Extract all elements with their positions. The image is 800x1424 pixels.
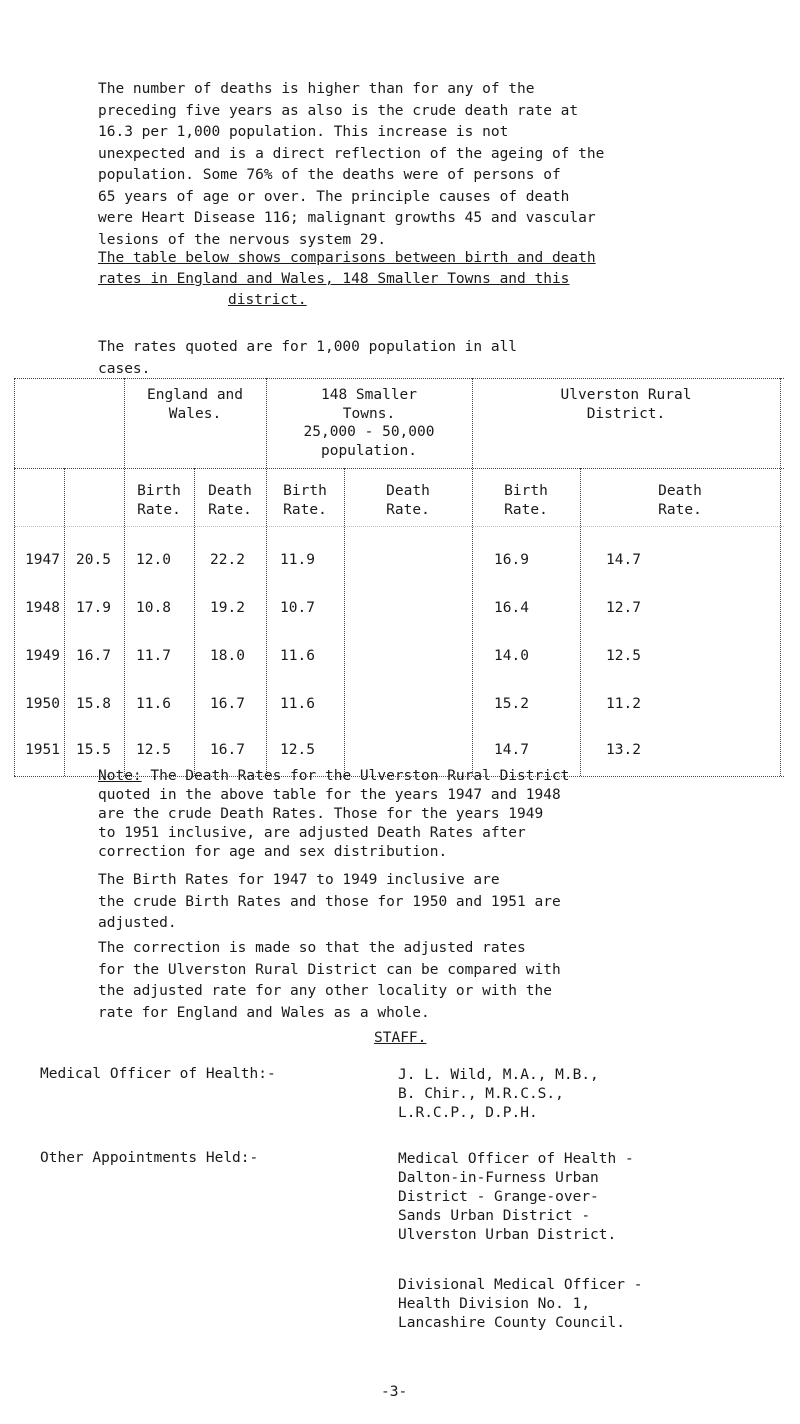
moh-label: Medical Officer of Health:-	[40, 1066, 276, 1082]
subheader-death-rate: Death Rate.	[208, 483, 252, 518]
table-cell: 12.5	[136, 742, 171, 758]
table-cell: 11.6	[280, 648, 315, 664]
table-right-border	[780, 378, 781, 776]
row-year: 1949	[25, 648, 60, 664]
table-cell: 15.2	[494, 696, 529, 712]
table-cell: 11.6	[280, 696, 315, 712]
table-cell: 10.7	[280, 600, 315, 616]
table-cell: 11.7	[136, 648, 171, 664]
subheader-death-rate: Death Rate.	[386, 483, 430, 518]
table-cell: 20.5	[76, 552, 111, 568]
table-cell: 11.2	[606, 696, 641, 712]
table-cell: 11.6	[136, 696, 171, 712]
correction-paragraph: The correction is made so that the adjusted rates for the Ulverston Rural District can be compared with the adjusted rate for any other locality or with the rate for England and Wales as a whole.	[98, 940, 561, 1021]
row-year: 1950	[25, 696, 60, 712]
other-appointments-value: Medical Officer of Health - Dalton-in-Furness Urban District - Grange-over- Sands Urban District - Ulverston Urban District.	[398, 1151, 634, 1243]
table-cell: 15.5	[76, 742, 111, 758]
table-intro-line-2: rates in England and Wales, 148 Smaller Towns and this	[98, 271, 570, 287]
row-year: 1948	[25, 600, 60, 616]
table-col-divider	[124, 378, 125, 776]
table-cell: 12.5	[606, 648, 641, 664]
table-left-border	[14, 378, 15, 776]
group-header-ulverston: Ulverston Rural District.	[560, 387, 692, 422]
rates-quoted-paragraph: The rates quoted are for 1,000 population in all cases.	[98, 339, 518, 377]
group-header-england-wales: England and Wales.	[146, 387, 244, 422]
group-header-smaller-towns: 148 Smaller Towns. 25,000 - 50,000 population.	[303, 387, 435, 459]
page-number: -3-	[381, 1384, 408, 1400]
note-text: The Death Rates for the Ulverston Rural District quoted in the above table for the years 1947 and 1948 are the crude Death Rates. Those for the years 1949 to 1951 inclusive, are adjusted Death Rates after correction for age and sex distribution.	[98, 768, 570, 860]
table-cell: 16.7	[210, 742, 245, 758]
subheader-death-rate: Death Rate.	[658, 483, 702, 518]
rates-comparison-table	[14, 378, 784, 792]
row-year: 1951	[25, 742, 60, 758]
table-top-rule	[14, 378, 784, 379]
table-year-divider	[64, 468, 65, 776]
subheader-birth-rate: Birth Rate.	[137, 483, 181, 518]
divisional-appointment-value: Divisional Medical Officer - Health Division No. 1, Lancashire County Council.	[398, 1277, 643, 1331]
table-intro-line-3: district.	[228, 292, 307, 308]
table-cell: 17.9	[76, 600, 111, 616]
table-col-divider	[472, 378, 473, 776]
table-cell: 16.9	[494, 552, 529, 568]
table-cell: 14.7	[494, 742, 529, 758]
table-cell: 14.0	[494, 648, 529, 664]
table-cell: 13.2	[606, 742, 641, 758]
birth-rates-paragraph: The Birth Rates for 1947 to 1949 inclusive are the crude Birth Rates and those for 1950 and 1951 are adjusted.	[98, 872, 561, 931]
table-cell: 16.4	[494, 600, 529, 616]
table-cell: 12.7	[606, 600, 641, 616]
table-cell: 19.2	[210, 600, 245, 616]
table-header-rule	[14, 468, 784, 469]
row-year: 1947	[25, 552, 60, 568]
table-intro-line-1: The table below shows comparisons between birth and death	[98, 250, 596, 266]
subheader-birth-rate: Birth Rate.	[504, 483, 548, 518]
table-cell: 18.0	[210, 648, 245, 664]
table-cell: 11.9	[280, 552, 315, 568]
table-cell: 12.5	[280, 742, 315, 758]
table-cell: 15.8	[76, 696, 111, 712]
table-cell: 12.0	[136, 552, 171, 568]
table-cell: 16.7	[210, 696, 245, 712]
table-cell: 10.8	[136, 600, 171, 616]
staff-heading: STAFF.	[374, 1030, 427, 1046]
note-label: Note:	[98, 768, 142, 784]
moh-value: J. L. Wild, M.A., M.B., B. Chir., M.R.C.S., L.R.C.P., D.P.H.	[398, 1067, 599, 1121]
table-cell: 22.2	[210, 552, 245, 568]
other-appointments-label: Other Appointments Held:-	[40, 1150, 259, 1166]
table-cell: 16.7	[76, 648, 111, 664]
table-subheader-rule	[14, 526, 784, 527]
intro-paragraph: The number of deaths is higher than for any of the preceding five years as also is the crude death rate at 16.3 per 1,000 population. This increase is not unexpected and is a direct reflection of the ageing of the population. Some 76% of the deaths were of persons of 65 years of age or over. The principle causes of death were Heart Disease 116; malignant growths 45 and vascular lesions of the nervous system 29.	[98, 81, 605, 248]
table-note	[98, 767, 738, 862]
subheader-birth-rate: Birth Rate.	[283, 483, 327, 518]
table-cell: 14.7	[606, 552, 641, 568]
